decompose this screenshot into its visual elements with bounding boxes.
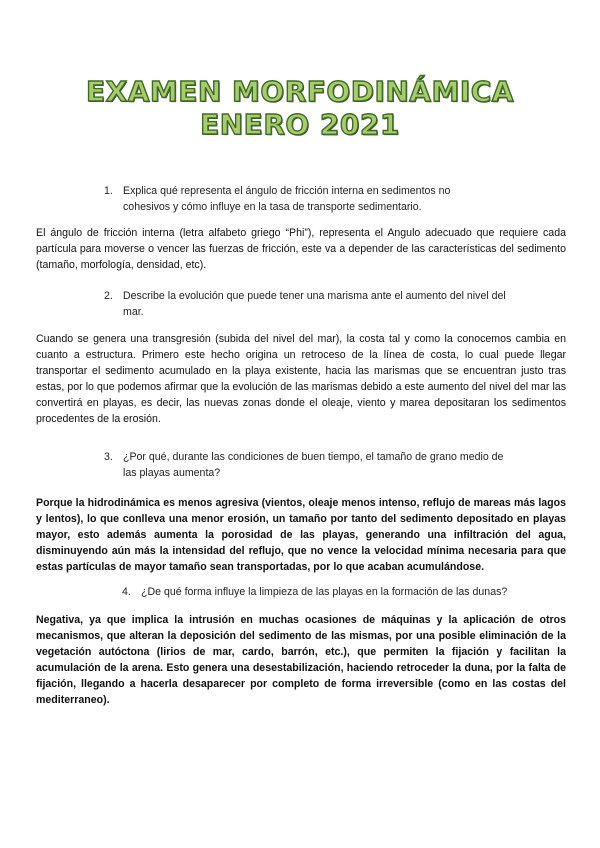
question-4 — [122, 584, 572, 600]
question-text: Describe la evolución que puede tener una marisma ante el aumento del nivel del mar. — [123, 290, 506, 318]
question-2 — [104, 288, 524, 320]
document-subtitle-date: ENERO 2021 — [200, 108, 400, 141]
question-text: Explica qué representa el ángulo de fricción interna en sedimentos no cohesivos y cómo influye en la tasa de transporte sedimentario. — [123, 185, 451, 213]
question-text: ¿Por qué, durante las condiciones de buen tiempo, el tamaño de grano medio de las playas aumenta? — [123, 451, 504, 479]
question-number: 1. — [104, 185, 113, 197]
document-title: EXAMEN MORFODINÁMICA — [86, 75, 514, 108]
question-1 — [104, 183, 504, 215]
answer-2: Cuando se genera una transgresión (subida del nivel del mar), la costa tal y como la conocemos cambia en cuanto a estructura. Primero este hecho origina un retroceso de la línea de costa, lo cual puede llegar transportar el sedimento acumulado en la playa existente, hacia las marismas que se encuentran justo tras estas, por lo que podemos afirmar que la evolución de las marismas debido a este aumento del nivel del mar las convertirá en playas, es decir, las nuevas zonas donde el oleaje, viento y marea depositaran los sedimentos procedentes de la erosión. — [36, 333, 566, 425]
answer-3: Porque la hidrodinámica es menos agresiva (vientos, oleaje menos intenso, reflujo de mareas más lagos y lentos), lo que conlleva una menor erosión, un tamaño por tanto del sedimento depositado en playas mayor, esto además aumenta la porosidad de las playas, generando una infiltración del agua, disminuyendo aún más la intensidad del reflujo, que no vence la velocidad mínima necesaria para que estas partículas de mayor tamaño sean transportadas, por lo que acaban acumulándose. — [36, 497, 566, 573]
question-number: 4. — [122, 586, 131, 598]
question-text: ¿De qué forma influye la limpieza de las playas en la formación de las dunas? — [141, 586, 508, 598]
answer-4: Negativa, ya que implica la intrusión en muchas ocasiones de máquinas y la aplicación de otros mecanismos, que alteran la deposición del sedimento de las mismas, por una posible eliminación de la vegetación autóctona (lirios de mar, cardo, barrón, etc.), que permiten la fijación y facilitan la acumulación de la arena. Esto genera una desestabilización, haciendo retroceder la duna, por la falta de fijación, llegando a hacerla desaparecer por completo de forma irreversible (como en las costas del mediterraneo). — [36, 614, 566, 706]
question-number: 2. — [104, 290, 113, 302]
answer-1: El ángulo de fricción interna (letra alfabeto griego “Phi”), representa el Angulo adecuado que requiere cada partícula para moverse o vencer las fuerzas de fricción, este va a depender de las características del sedimento (tamaño, morfología, densidad, etc). — [36, 227, 566, 271]
question-3 — [104, 449, 524, 481]
question-number: 3. — [104, 451, 113, 463]
